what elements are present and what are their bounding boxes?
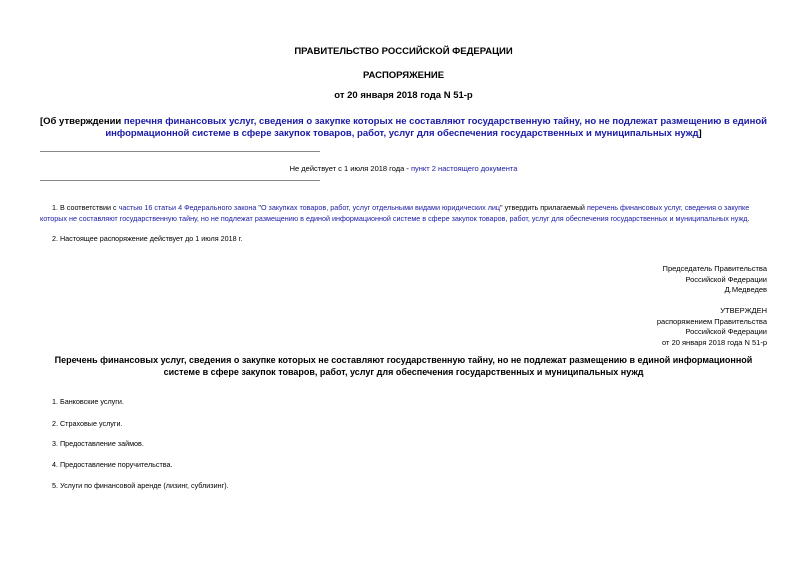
divider-bottom	[40, 180, 320, 181]
list-item: 3. Предоставление займов.	[52, 439, 144, 448]
p1-law-name-link[interactable]: О закупках товаров, работ, услуг отдельными видами юридических лиц	[260, 203, 501, 212]
approval-line-3: Российской Федерации	[685, 327, 767, 336]
signature-block	[663, 264, 767, 296]
p1-text-1: 1. В соответствии с	[52, 203, 119, 212]
government-heading: ПРАВИТЕЛЬСТВО РОССИЙСКОЙ ФЕДЕРАЦИИ	[294, 46, 513, 57]
list-item: 2. Страховые услуги.	[52, 419, 123, 428]
title-link[interactable]: перечня финансовых услуг, сведения о закупке которых не составляют государственную тайну, но не подлежат размещению в единой информационной системе в сфере закупок товаров, работ, услуг для обеспечения государственных и муниципальных нужд	[105, 116, 768, 139]
list-title: Перечень финансовых услуг, сведения о закупке которых не составляют государственную тайну, но не подлежат размещению в единой информационной системе в сфере закупок товаров, работ, услуг для обеспечения государственных и муниципальных нужд	[54, 355, 753, 377]
notice-link[interactable]: пункт 2 настоящего документа	[410, 164, 518, 173]
list-item: 5. Услуги по финансовой аренде (лизинг, сублизинг).	[52, 481, 229, 490]
p1-text-3: " утвердить прилагаемый	[500, 203, 587, 212]
status-notice	[0, 164, 807, 173]
approval-line-4: от 20 января 2018 года N 51-р	[662, 337, 767, 347]
list-item: 4. Предоставление поручительства.	[52, 460, 173, 469]
p1-text-2: "	[256, 203, 261, 212]
paragraph-1	[40, 202, 767, 224]
p1-law-link[interactable]: частью 16 статьи 4 Федерального закона	[118, 203, 257, 212]
approval-block	[657, 306, 767, 348]
title-prefix: [Об утверждении	[40, 116, 124, 127]
p1-list-link[interactable]: перечень финансовых услуг, сведения о закупке которых не составляют государственную тайну, но не подлежат размещению в единой информационной системе в сфере закупок товаров, работ, услуг для обеспечения государственных и муниципальных нужд	[40, 203, 750, 223]
title-suffix: ]	[698, 128, 702, 139]
signature-line-1: Председатель Правительства	[662, 264, 767, 273]
approval-line-1: УТВЕРЖДЕН	[720, 306, 767, 315]
approval-line-2: распоряжением Правительства	[656, 316, 767, 326]
paragraph-2: 2. Настоящее распоряжение действует до 1 июля 2018 г.	[52, 234, 243, 243]
divider-top	[40, 151, 320, 152]
notice-text: Не действует с 1 июля 2018 года -	[289, 164, 411, 173]
document-title	[40, 116, 767, 140]
list-item: 1. Банковские услуги.	[52, 397, 124, 406]
signature-line-2: Российской Федерации	[685, 274, 767, 284]
date-number-heading: от 20 января 2018 года N 51-р	[334, 90, 473, 101]
doc-type-heading: РАСПОРЯЖЕНИЕ	[362, 70, 445, 81]
signature-line-3: Д.Медведев	[724, 285, 767, 294]
p1-text-4: .	[747, 214, 750, 223]
